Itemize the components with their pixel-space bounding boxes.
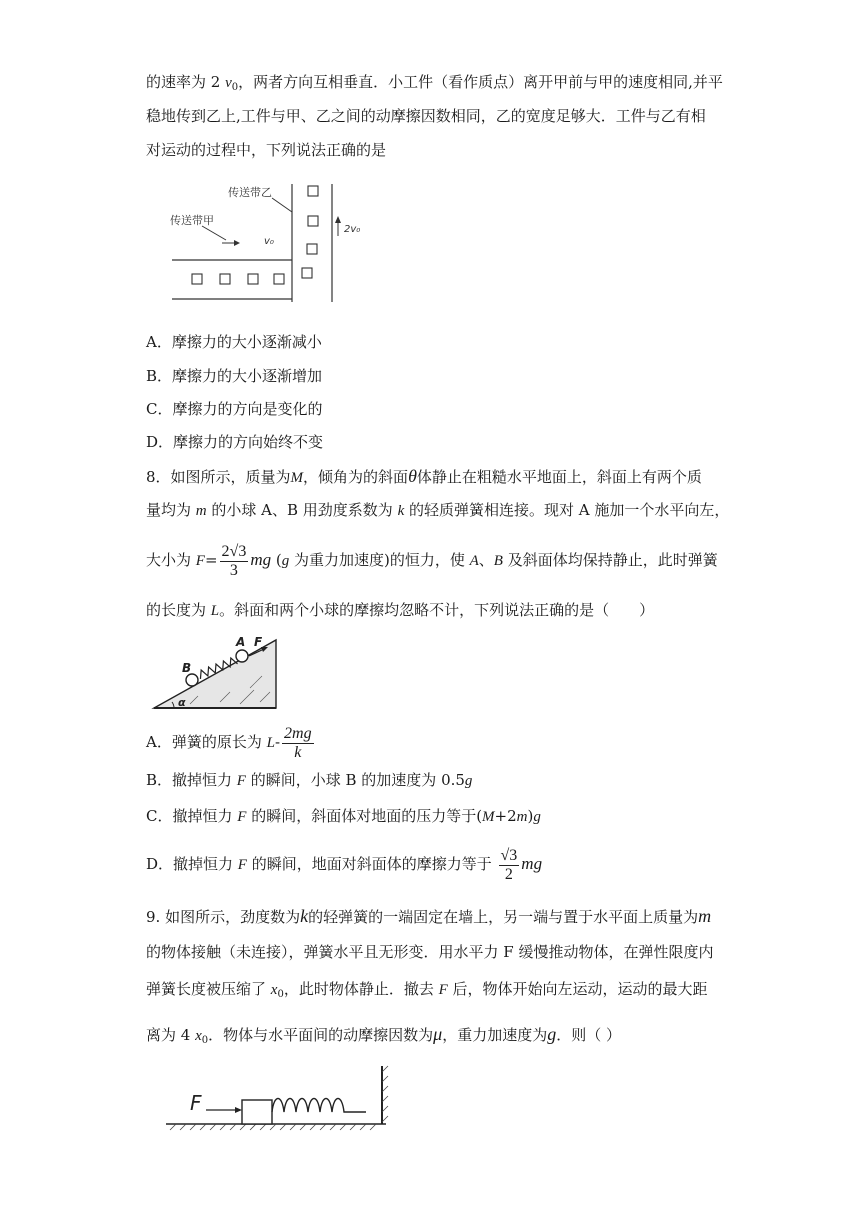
text: ．则（ ） — [556, 1026, 621, 1044]
q8-line-4 — [146, 600, 654, 621]
label-B: B — [182, 661, 192, 675]
frac-num: 2mg — [284, 724, 312, 742]
text: 的瞬间，斜面体对地面的压力等于( — [246, 807, 483, 825]
text: ，此时物体静止．撤去 — [283, 980, 439, 998]
label-2v0: 2v₀ — [344, 224, 361, 235]
var-g: g — [533, 809, 541, 825]
text: ，重力加速度为 — [442, 1026, 548, 1044]
text: 离为 4 — [146, 1026, 196, 1044]
var-M: M — [482, 809, 495, 825]
q9-line-1 — [146, 906, 711, 927]
text: ( — [271, 551, 282, 569]
var-F: F — [237, 809, 247, 825]
workpiece — [248, 274, 258, 284]
text: 量均为 — [146, 501, 196, 519]
q8-option-c — [146, 806, 541, 827]
text: 体静止在粗糙水平地面上，斜面上有两个质 — [416, 468, 702, 486]
var-x: x — [195, 1028, 202, 1044]
q9-line-3 — [146, 979, 708, 1005]
text: 的小球 A、B 用劲度系数为 — [206, 501, 398, 519]
q7-option-c: C．摩擦力的方向是变化的 — [146, 400, 323, 418]
var-k: k — [397, 503, 405, 519]
subscript: 0 — [277, 989, 284, 1000]
text: 的长度为 — [146, 601, 211, 619]
var-m: m — [195, 503, 207, 519]
label-A: A — [236, 635, 246, 649]
text: B．撤掉恒力 — [146, 771, 237, 789]
text: D．撤掉恒力 — [146, 855, 238, 873]
var-mu: μ — [433, 1024, 443, 1044]
subscript: 0 — [201, 1035, 209, 1046]
text: 大小为 — [146, 551, 196, 569]
workpiece — [274, 274, 284, 284]
text: 弹簧长度被压缩了 — [146, 980, 271, 998]
label-alpha: α — [178, 696, 186, 709]
text: - — [274, 733, 281, 751]
text: 的轻质弹簧相连接。现对 A 施加一个水平向左， — [404, 501, 730, 519]
var-m: m — [698, 906, 712, 926]
workpiece — [307, 244, 317, 254]
var-g: g — [281, 553, 290, 569]
var-L: L — [210, 603, 220, 619]
q7-line-1 — [146, 72, 723, 98]
text: ) — [527, 807, 534, 825]
workpiece — [192, 274, 202, 284]
frac-num: 2√3 — [221, 542, 247, 560]
var-F: F — [438, 982, 448, 998]
text: 8．如图所示，质量为 — [146, 468, 291, 486]
var-k: k — [300, 906, 309, 926]
q8-line-2 — [146, 500, 729, 521]
var-F: F — [236, 773, 246, 789]
var-theta: θ — [408, 466, 417, 486]
var-v: v — [225, 75, 232, 91]
text: ，倾角为的斜面 — [303, 468, 409, 486]
text: A．弹簧的原长为 — [146, 733, 267, 751]
text: ，两者方向互相垂直．小工件（看作质点）离开甲前与甲的速度相同,并平 — [238, 73, 723, 91]
ball-a — [236, 650, 248, 662]
label-belt-b: 传送带乙 — [228, 186, 272, 199]
q7-option-d: D．摩擦力的方向始终不变 — [146, 433, 324, 451]
text: 的速率为 2 — [146, 73, 226, 91]
text: C．撤掉恒力 — [146, 807, 238, 825]
text: = — [204, 551, 218, 569]
text: 及斜面体均保持静止，此时弹簧 — [502, 551, 718, 569]
text: 为重力加速度)的恒力，使 — [289, 551, 470, 569]
fraction — [499, 847, 520, 884]
var-mg: mg — [521, 854, 543, 873]
q8-option-d — [146, 842, 542, 887]
text: 的轻弹簧的一端固定在墙上，另一端与置于水平面上质量为 — [308, 908, 699, 926]
var-x: x — [270, 982, 278, 998]
text: 的瞬间，地面对斜面体的摩擦力等于 — [246, 855, 497, 873]
text: 。斜面和两个小球的摩擦均忽略不计，下列说法正确的是（ ） — [219, 601, 655, 619]
text: ．物体与水平面间的动摩擦因数为 — [208, 1026, 434, 1044]
fraction — [220, 543, 249, 580]
q7-option-a: A．摩擦力的大小逐渐减小 — [146, 333, 322, 351]
label-F: F — [254, 635, 263, 649]
workpiece — [302, 268, 312, 278]
var-m: m — [516, 809, 528, 825]
q7-option-b: B．摩擦力的大小逐渐增加 — [146, 367, 323, 385]
block — [242, 1100, 272, 1124]
conveyor-belt-figure — [168, 176, 368, 306]
q7-line-2: 稳地传到乙上,工件与甲、乙之间的动摩擦因数相同，乙的宽度足够大．工件与乙有相 — [146, 107, 706, 125]
text: +2 — [494, 807, 517, 825]
var-B: B — [493, 553, 503, 569]
frac-den: 2 — [504, 865, 513, 883]
var-g: g — [547, 1024, 557, 1044]
frac-den: 3 — [229, 561, 238, 579]
workpiece — [308, 186, 318, 196]
frac-den: k — [294, 743, 302, 761]
q9-line-2: 的物体接触（未连接），弹簧水平且无形变．用水平力 F 缓慢推动物体，在弹性限度内 — [146, 943, 714, 961]
var-M: M — [290, 470, 304, 486]
subscript: 0 — [231, 82, 239, 93]
text: 后，物体开始向左运动，运动的最大距 — [447, 980, 708, 998]
var-F: F — [237, 857, 247, 873]
text: 的瞬间，小球 B 的加速度为 0.5 — [245, 771, 465, 789]
label-belt-a: 传送带甲 — [170, 214, 214, 227]
var-A: A — [469, 553, 479, 569]
var-F: F — [195, 553, 205, 569]
workpiece — [220, 274, 230, 284]
q9-line-4 — [146, 1024, 621, 1051]
frac-num: √3 — [500, 846, 518, 864]
q8-line-3 — [146, 538, 718, 583]
incline-spring-figure — [150, 632, 280, 712]
workpiece — [308, 216, 318, 226]
ball-b — [186, 674, 198, 686]
label-F: F — [190, 1091, 202, 1115]
var-mg: mg — [250, 550, 272, 569]
q8-line-1 — [146, 466, 702, 488]
fraction — [282, 725, 314, 762]
q8-option-a — [146, 720, 316, 765]
q8-option-b — [146, 770, 472, 791]
spring-block-figure — [160, 1062, 400, 1136]
label-v0: v₀ — [264, 236, 274, 247]
var-L: L — [266, 735, 275, 751]
text: 9. 如图所示，劲度数为 — [146, 908, 301, 926]
text: 、 — [478, 551, 494, 569]
q7-line-3: 对运动的过程中，下列说法正确的是 — [146, 141, 387, 159]
var-g: g — [464, 773, 473, 789]
